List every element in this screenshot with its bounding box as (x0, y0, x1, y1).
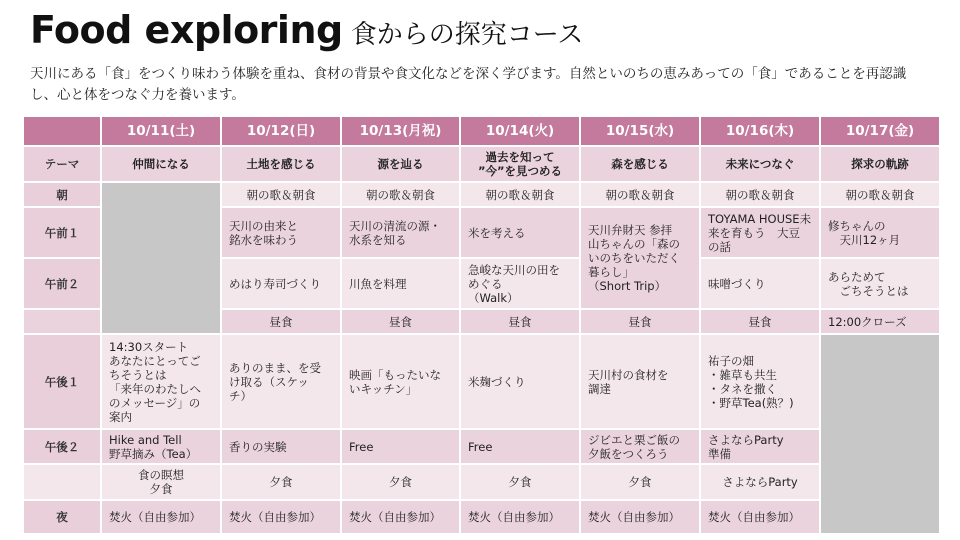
activity-cell: 香りの実験 (221, 429, 341, 464)
title-main: Food exploring (30, 8, 343, 52)
activity-cell: 急峻な天川の田を めぐる （Walk） (460, 258, 580, 309)
lunch-cell: 昼食 (221, 309, 341, 334)
activity-cell: 味噌づくり (700, 258, 820, 309)
day-header: 10/16(木) (700, 116, 820, 146)
theme-cell: 仲間になる (101, 146, 221, 182)
dinner-cell: 食の瞑想 夕食 (101, 464, 221, 500)
activity-cell: Hike and Tell 野草摘み（Tea） (101, 429, 221, 464)
morning-cell: 朝の歌＆朝食 (820, 182, 940, 207)
activity-cell: あらためて ごちそうとは (820, 258, 940, 309)
activity-cell: 修ちゃんの 天川12ヶ月 (820, 207, 940, 258)
dinner-cell: 夕食 (341, 464, 460, 500)
lunch-cell: 昼食 (460, 309, 580, 334)
morning-cell: 朝の歌＆朝食 (221, 182, 341, 207)
lunch-cell: 12:00クローズ (820, 309, 940, 334)
header-corner (23, 116, 101, 146)
morning-cell: 朝の歌＆朝食 (341, 182, 460, 207)
title-sub: 食からの探究コース (350, 20, 584, 50)
schedule-table (22, 115, 941, 535)
morning-cell: 朝の歌＆朝食 (460, 182, 580, 207)
dinner-cell: 夕食 (580, 464, 700, 500)
dinner-cell: 夕食 (221, 464, 341, 500)
dinner-cell: さよならParty (700, 464, 820, 500)
night-cell: 焚火（自由参加） (700, 500, 820, 534)
activity-cell: TOYAMA HOUSE未 来を育もう 大豆 の話 (700, 207, 820, 258)
night-cell: 焚火（自由参加） (460, 500, 580, 534)
lunch-cell: 昼食 (341, 309, 460, 334)
table-row (23, 429, 940, 464)
table-row (23, 146, 940, 182)
day-header: 10/13(月祝) (341, 116, 460, 146)
activity-cell: 祐子の畑 ・雑草も共生 ・タネを撒く ・野草Tea(熟？) (700, 334, 820, 429)
row-label-pm1: 午後１ (23, 334, 101, 429)
row-label-night: 夜 (23, 500, 101, 534)
theme-cell: 過去を知って ”今”を見つめる (460, 146, 580, 182)
morning-cell: 朝の歌＆朝食 (700, 182, 820, 207)
day-header: 10/11(土) (101, 116, 221, 146)
night-cell: 焚火（自由参加） (341, 500, 460, 534)
row-label-theme: テーマ (23, 146, 101, 182)
table-row (23, 464, 940, 500)
activity-cell: 天川弁財天 参拝 山ちゃんの「森の いのちをいただく 暮らし」 （Short Trip） (580, 207, 700, 309)
theme-cell: 土地を感じる (221, 146, 341, 182)
table-row (23, 182, 940, 207)
header-row (23, 116, 940, 146)
dinner-cell: 夕食 (460, 464, 580, 500)
theme-cell: 未来につなぐ (700, 146, 820, 182)
night-cell: 焚火（自由参加） (580, 500, 700, 534)
row-label-am1: 午前１ (23, 207, 101, 258)
activity-cell: 14:30スタート あなたにとってご ちそうとは 「来年のわたしへ のメッセージ」の 案内 (101, 334, 221, 429)
activity-cell: 天川の由来と 銘水を味わう (221, 207, 341, 258)
activity-cell: 川魚を料理 (341, 258, 460, 309)
day-header: 10/15(水) (580, 116, 700, 146)
theme-cell: 森を感じる (580, 146, 700, 182)
activity-cell: Free (460, 429, 580, 464)
lunch-cell: 昼食 (580, 309, 700, 334)
activity-cell: めはり寿司づくり (221, 258, 341, 309)
activity-cell: ありのまま、を受 け取る（スケッ チ） (221, 334, 341, 429)
activity-cell: 天川村の食材を 調達 (580, 334, 700, 429)
activity-cell: Free (341, 429, 460, 464)
day-header: 10/12(日) (221, 116, 341, 146)
activity-cell: 米を考える (460, 207, 580, 258)
row-label-dinner (23, 464, 101, 500)
activity-cell: 天川の清流の源・ 水系を知る (341, 207, 460, 258)
table-row (23, 334, 940, 429)
page-title (30, 8, 583, 52)
morning-cell: 朝の歌＆朝食 (580, 182, 700, 207)
activity-cell: さよならParty 準備 (700, 429, 820, 464)
activity-cell: 映画「もったいな いキッチン」 (341, 334, 460, 429)
day-header: 10/17(金) (820, 116, 940, 146)
theme-cell: 源を辿る (341, 146, 460, 182)
blank-cell (820, 334, 940, 534)
activity-cell: 米麹づくり (460, 334, 580, 429)
activity-cell: ジビエと栗ご飯の 夕飯をつくろう (580, 429, 700, 464)
night-cell: 焚火（自由参加） (101, 500, 221, 534)
row-label-morning: 朝 (23, 182, 101, 207)
lunch-cell: 昼食 (700, 309, 820, 334)
table-row (23, 500, 940, 534)
course-description: 天川にある「食」をつくり味わう体験を重ね、食材の背景や食文化などを深く学びます。自然といのちの恵みあっての「食」であることを再認識し、心と体をつなぐ力を養います。 (30, 66, 907, 103)
night-cell: 焚火（自由参加） (221, 500, 341, 534)
row-label-am2: 午前２ (23, 258, 101, 309)
day-header: 10/14(火) (460, 116, 580, 146)
theme-cell: 探求の軌跡 (820, 146, 940, 182)
row-label-lunch (23, 309, 101, 334)
blank-cell (101, 182, 221, 334)
row-label-pm2: 午後２ (23, 429, 101, 464)
